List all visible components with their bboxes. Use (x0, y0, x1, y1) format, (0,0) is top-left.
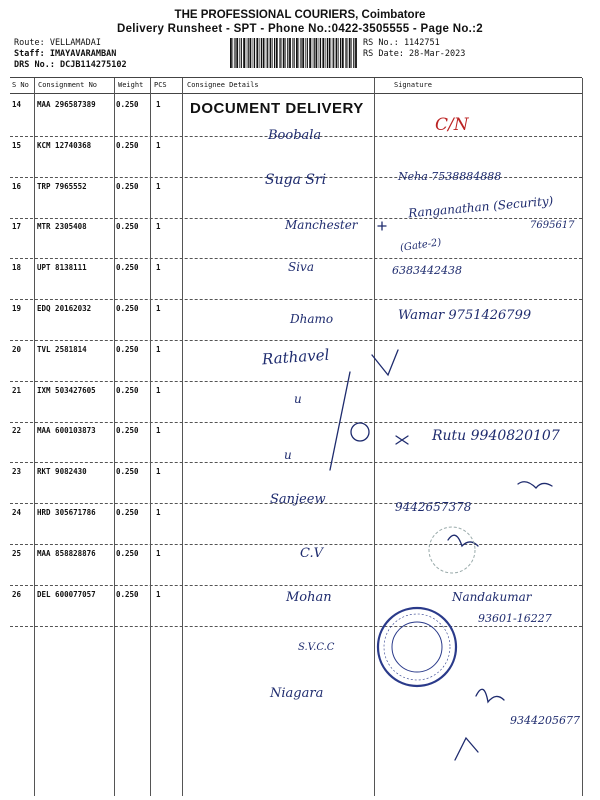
barcode (230, 38, 358, 68)
handwritten-signature: 93601-16227 (478, 612, 552, 625)
table-row (0, 508, 600, 548)
barcode-bar (294, 38, 295, 68)
barcode-bar (276, 38, 278, 68)
handwritten-consignee: Dhamo (290, 312, 334, 326)
row-separator (10, 626, 582, 627)
row-sno: 22 (12, 426, 22, 436)
barcode-bar (280, 38, 281, 68)
row-consignment: MAA 600103873 (37, 426, 96, 436)
barcode-bar (338, 38, 339, 68)
barcode-bar (250, 38, 252, 68)
row-consignment: UPT 8138111 (37, 263, 87, 273)
row-weight: 0.250 (116, 589, 139, 599)
barcode-bar (319, 38, 320, 68)
col-signature: Signature (394, 81, 432, 89)
barcode-bar (279, 38, 280, 68)
barcode-bar (316, 38, 318, 68)
barcode-bar (256, 38, 258, 68)
row-sno: 18 (12, 263, 22, 273)
row-separator (10, 381, 582, 382)
row-pcs: 1 (156, 100, 161, 109)
row-sno: 20 (12, 344, 22, 354)
barcode-bar (351, 38, 352, 68)
handwritten-signature: Rutu 9940820107 (432, 428, 560, 444)
pen-stroke (455, 738, 478, 760)
barcode-bar (270, 38, 272, 68)
runsheet-header (0, 8, 600, 36)
barcode-bar (333, 38, 334, 68)
row-weight: 0.250 (116, 508, 139, 517)
handwritten-consignee: u (284, 448, 292, 462)
handwritten-signature: Ranganathan (Security) (407, 193, 554, 221)
barcode-bar (329, 38, 331, 68)
handwritten-consignee: Siva (288, 260, 314, 274)
barcode-bar (342, 38, 344, 68)
barcode-bar (307, 38, 308, 68)
barcode-bar (246, 38, 247, 68)
company-seal (376, 606, 458, 688)
barcode-bar (267, 38, 268, 68)
row-consignment: MTR 2305408 (37, 222, 87, 232)
row-weight: 0.250 (116, 263, 139, 273)
barcode-bar (263, 38, 265, 68)
barcode-bar (299, 38, 300, 68)
handwritten-signature: 6383442438 (392, 264, 462, 277)
header-rule-top (10, 77, 582, 78)
barcode-bar (302, 38, 304, 68)
row-separator (10, 422, 582, 423)
barcode-bar (332, 38, 333, 68)
company-title: THE PROFESSIONAL COURIERS, Coimbatore (174, 9, 426, 21)
handwritten-consignee: Manchester (285, 218, 358, 232)
barcode-bar (236, 38, 238, 68)
row-weight: 0.250 (116, 426, 139, 436)
handwritten-consignee: Suga Sri (265, 172, 327, 188)
row-sno: 19 (12, 304, 22, 313)
barcode-bar (243, 38, 245, 68)
barcode-bar (289, 38, 291, 68)
row-separator (10, 340, 582, 341)
barcode-bar (320, 38, 321, 68)
handwritten-consignee: S.V.C.C (298, 642, 335, 653)
row-pcs: 1 (156, 548, 161, 558)
barcode-bar (285, 38, 286, 68)
barcode-bar (253, 38, 254, 68)
handwritten-signature: 9442657378 (395, 500, 472, 514)
row-pcs: 1 (156, 344, 161, 354)
drs-label: DRS No.: DCJB114275102 (14, 60, 127, 70)
row-consignment: MAA 858828876 (37, 548, 96, 558)
row-sno: 25 (12, 548, 22, 558)
row-pcs: 1 (156, 467, 161, 477)
col-consignment: Consignment No (38, 81, 98, 89)
barcode-bar (254, 38, 255, 68)
col-weight: Weight (118, 81, 144, 89)
row-pcs: 1 (156, 426, 161, 436)
rs-date: RS Date: 28-Mar-2023 (363, 49, 466, 59)
row-consignment: MAA 296587389 (37, 100, 96, 109)
handwritten-consignee: Mohan (286, 590, 332, 605)
handwritten-consignee: Niagara (270, 686, 324, 701)
row-separator (10, 544, 582, 545)
barcode-bar (340, 38, 341, 68)
staff-label: Staff: IMAYAVARAMBAN (14, 49, 117, 59)
row-weight: 0.250 (116, 385, 139, 395)
row-weight: 0.250 (116, 467, 139, 477)
barcode-bar (346, 38, 347, 68)
barcode-bar (233, 38, 234, 68)
meta-right (363, 38, 465, 60)
row-sno: 17 (12, 222, 22, 232)
pen-stroke (476, 689, 504, 702)
row-weight: 0.250 (116, 304, 139, 313)
handwritten-signature: (Gate-2) (399, 237, 443, 254)
barcode-bar (336, 38, 338, 68)
row-sno: 16 (12, 181, 22, 191)
row-consignment: DEL 600077057 (37, 589, 96, 599)
row-consignment: TVL 2581814 (37, 344, 87, 354)
row-weight: 0.250 (116, 181, 139, 191)
barcode-bar (305, 38, 306, 68)
meta-left (14, 38, 127, 71)
barcode-bar (325, 38, 326, 68)
barcode-bar (261, 38, 262, 68)
row-pcs: 1 (156, 589, 161, 599)
handwritten-signature: 7695617 (530, 220, 575, 231)
row-separator (10, 585, 582, 586)
barcode-bar (283, 38, 285, 68)
row-weight: 0.250 (116, 548, 139, 558)
barcode-bar (296, 38, 298, 68)
handwritten-signature: Neha 7538884888 (398, 170, 502, 183)
barcode-bar (266, 38, 267, 68)
header-rule-bottom (10, 93, 582, 94)
row-sno: 21 (12, 385, 22, 395)
barcode-bar (259, 38, 260, 68)
barcode-bar (248, 38, 249, 68)
handwritten-signature: 9344205677 (510, 714, 580, 727)
barcode-bar (287, 38, 288, 68)
barcode-bar (312, 38, 313, 68)
row-consignment: RKT 9082430 (37, 467, 87, 477)
barcode-bar (300, 38, 301, 68)
row-pcs: 1 (156, 304, 161, 313)
barcode-bar (327, 38, 328, 68)
row-pcs: 1 (156, 222, 161, 232)
row-weight: 0.250 (116, 344, 139, 354)
rs-number: RS No.: 1142751 (363, 38, 440, 48)
row-sno: 15 (12, 140, 22, 150)
route-label: Route: VELLAMADAI (14, 38, 101, 48)
row-separator (10, 299, 582, 300)
row-consignment: TRP 7965552 (37, 181, 87, 191)
row-consignment: HRD 305671786 (37, 508, 96, 517)
barcode-bar (241, 38, 242, 68)
handwritten-signature: Nandakumar (452, 590, 532, 604)
col-pcs: PCS (154, 81, 167, 89)
row-consignment: EDQ 20162032 (37, 304, 92, 313)
col-sno: S No (12, 81, 29, 89)
barcode-bar (349, 38, 351, 68)
handwritten-consignee: Rathavel (261, 345, 330, 369)
barcode-bar (272, 38, 273, 68)
col-consignee: Consignee Details (187, 81, 259, 89)
handwritten-cn: C/N (435, 115, 469, 135)
barcode-bar (274, 38, 275, 68)
barcode-bar (345, 38, 346, 68)
barcode-bar (314, 38, 315, 68)
handwritten-consignee: u (294, 392, 302, 406)
runsheet-subtitle: Delivery Runsheet - SPT - Phone No.:0422-3505555 - Page No.:2 (117, 23, 483, 35)
row-pcs: 1 (156, 508, 161, 517)
row-weight: 0.250 (116, 140, 139, 150)
row-pcs: 1 (156, 181, 161, 191)
barcode-bar (322, 38, 324, 68)
barcode-bar (353, 38, 354, 68)
barcode-bar (239, 38, 240, 68)
row-sno: 24 (12, 508, 22, 517)
row-sno: 26 (12, 589, 22, 599)
row-weight: 0.250 (116, 222, 139, 232)
handwritten-signature: Wamar 9751426799 (398, 308, 532, 323)
barcode-bar (234, 38, 235, 68)
row-pcs: 1 (156, 385, 161, 395)
handwritten-consignee: Sanjeew (270, 492, 326, 507)
barcode-bar (355, 38, 357, 68)
row-pcs: 1 (156, 140, 161, 150)
row-consignment: KCM 12740368 (37, 140, 92, 150)
row-sno: 14 (12, 100, 22, 109)
barcode-bar (292, 38, 293, 68)
row-sno: 23 (12, 467, 22, 477)
handwritten-consignee: Boobala (268, 128, 322, 143)
barcode-bar (230, 38, 232, 68)
row-pcs: 1 (156, 263, 161, 273)
faint-seal (427, 525, 477, 575)
row-consignment: IXM 503427605 (37, 385, 96, 395)
row-separator (10, 462, 582, 463)
row-weight: 0.250 (116, 100, 139, 109)
document-delivery-stamp: DOCUMENT DELIVERY (190, 100, 364, 117)
barcode-bar (309, 38, 311, 68)
handwritten-consignee: C.V (300, 546, 324, 561)
